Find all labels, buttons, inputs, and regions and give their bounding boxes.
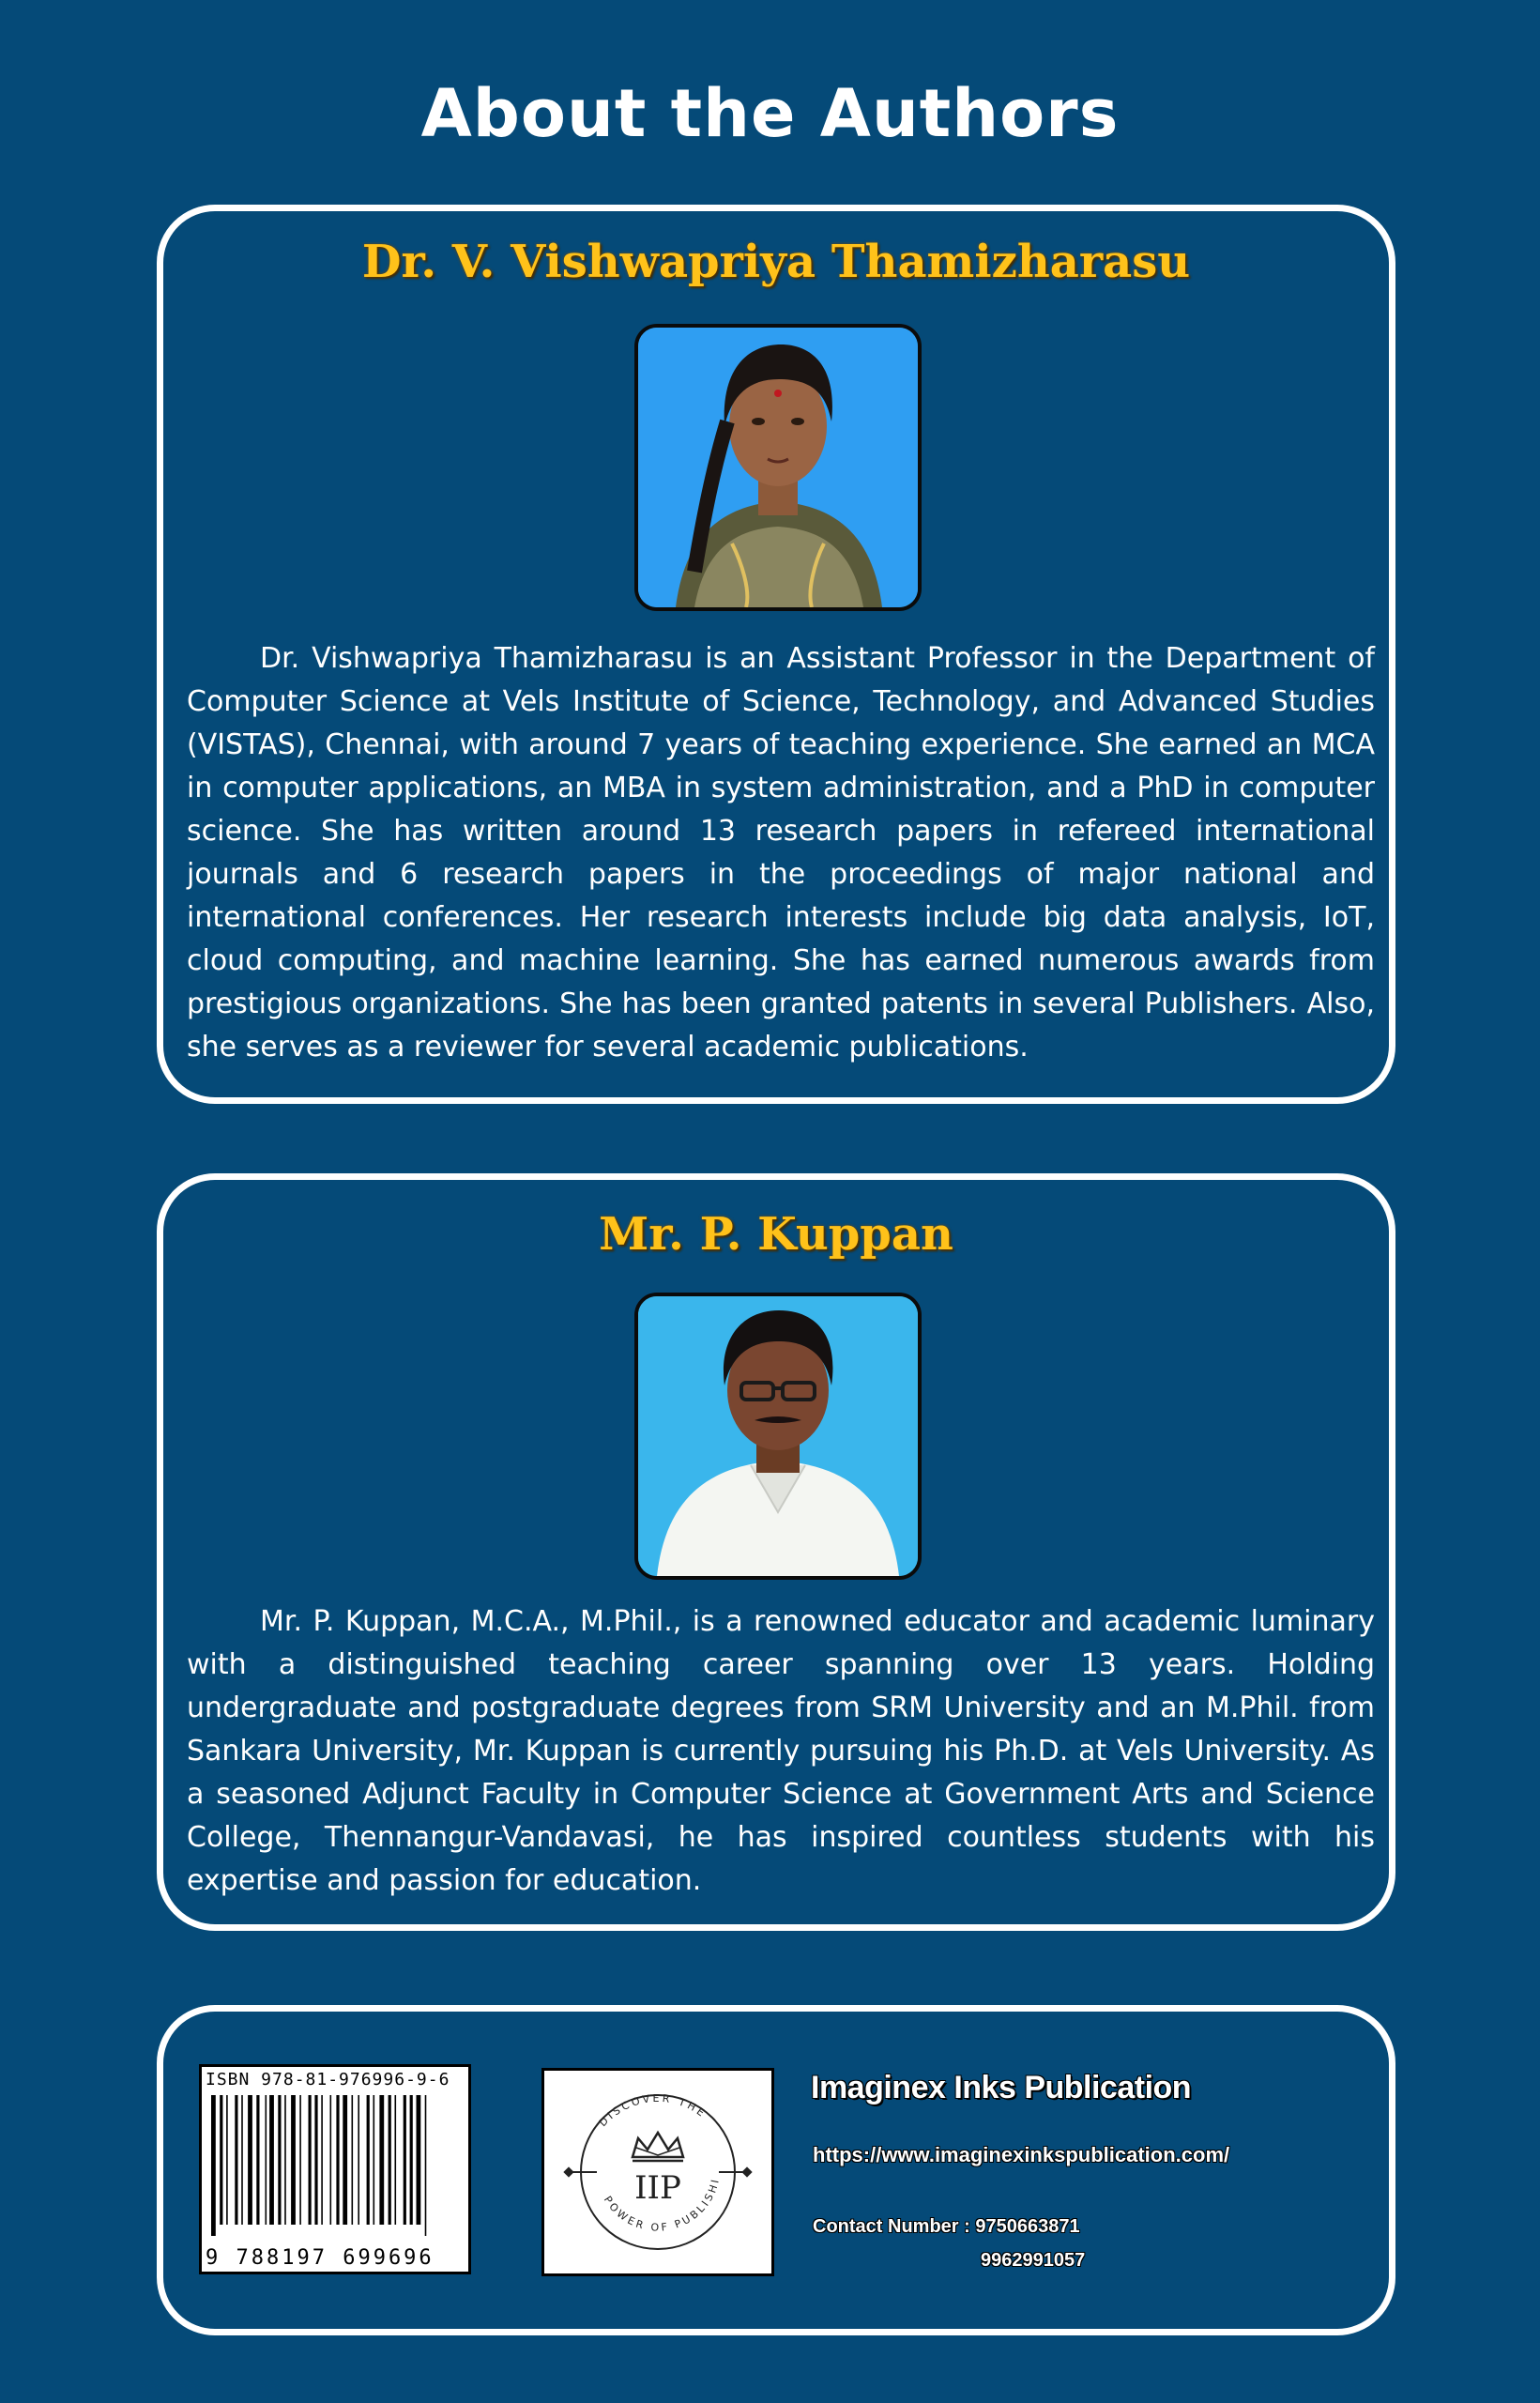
svg-text:DISCOVER THE: DISCOVER THE: [596, 2091, 709, 2130]
publisher-name: Imaginex Inks Publication: [811, 2070, 1192, 2105]
author-bio: Mr. P. Kuppan, M.C.A., M.Phil., is a renowned educator and academic luminary with a distinguished teaching career spanning over 13 years. Holding undergraduate and postgraduate degrees from SRM University and an M.Phil. from Sankara University, Mr. Kuppan is currently pursuing his Ph.D. at Vels University. As a seasoned Adjunct Faculty in Computer Science at Government Arts and Science College, Thennangur-Vandavasi, he has inspired countless students with his expertise and passion for education.: [187, 1605, 1375, 1897]
author-photo: [634, 324, 922, 611]
author-card: [157, 1173, 1395, 1931]
publisher-url[interactable]: https://www.imaginexinkspublication.com/: [813, 2143, 1230, 2166]
author-bio: Dr. Vishwapriya Thamizharasu is an Assistant Professor in the Department of Computer Science at Vels Institute of Science, Technology, and Advanced Studies (VISTAS), Chennai, with around 7 years of teaching experience. She earned an MCA in computer applications, an MBA in system administration, and a PhD in computer science. She has written around 13 research papers in refereed international journals and 6 research papers in the proceedings of major national and international conferences. Her research interests include big data analysis, IoT, cloud computing, and machine learning. She has earned numerous awards from prestigious organizations. She has been granted patents in several Publishers. Also, she serves as a reviewer for several academic publications.: [187, 642, 1375, 1064]
publisher-crown-logo-icon: [544, 2071, 771, 2273]
author-photo-woman-icon: [638, 328, 918, 607]
isbn-label: ISBN 978-81-976996-9-6: [206, 2070, 450, 2089]
author-photo-man-icon: [638, 1296, 918, 1576]
contact-number-alt: 9962991057: [981, 2250, 1086, 2271]
barcode-icon: [202, 2095, 468, 2236]
author-photo: [634, 1293, 922, 1580]
svg-text:POWER OF PUBLISHING.: POWER OF PUBLISHI: [601, 2176, 723, 2234]
barcode-number: 9 788197 699696: [206, 2246, 435, 2270]
contact-number: Contact Number : 9750663871: [813, 2216, 1080, 2237]
author-name: Dr. V. Vishwapriya Thamizharasu: [361, 236, 1191, 288]
author-card: [157, 205, 1395, 1104]
publisher-card: [157, 2005, 1395, 2335]
isbn-barcode: [199, 2064, 471, 2274]
logo-monogram: IIP: [634, 2169, 681, 2207]
author-name: Mr. P. Kuppan: [599, 1208, 953, 1261]
publisher-logo: [541, 2068, 774, 2276]
page-title: About the Authors: [420, 75, 1120, 152]
